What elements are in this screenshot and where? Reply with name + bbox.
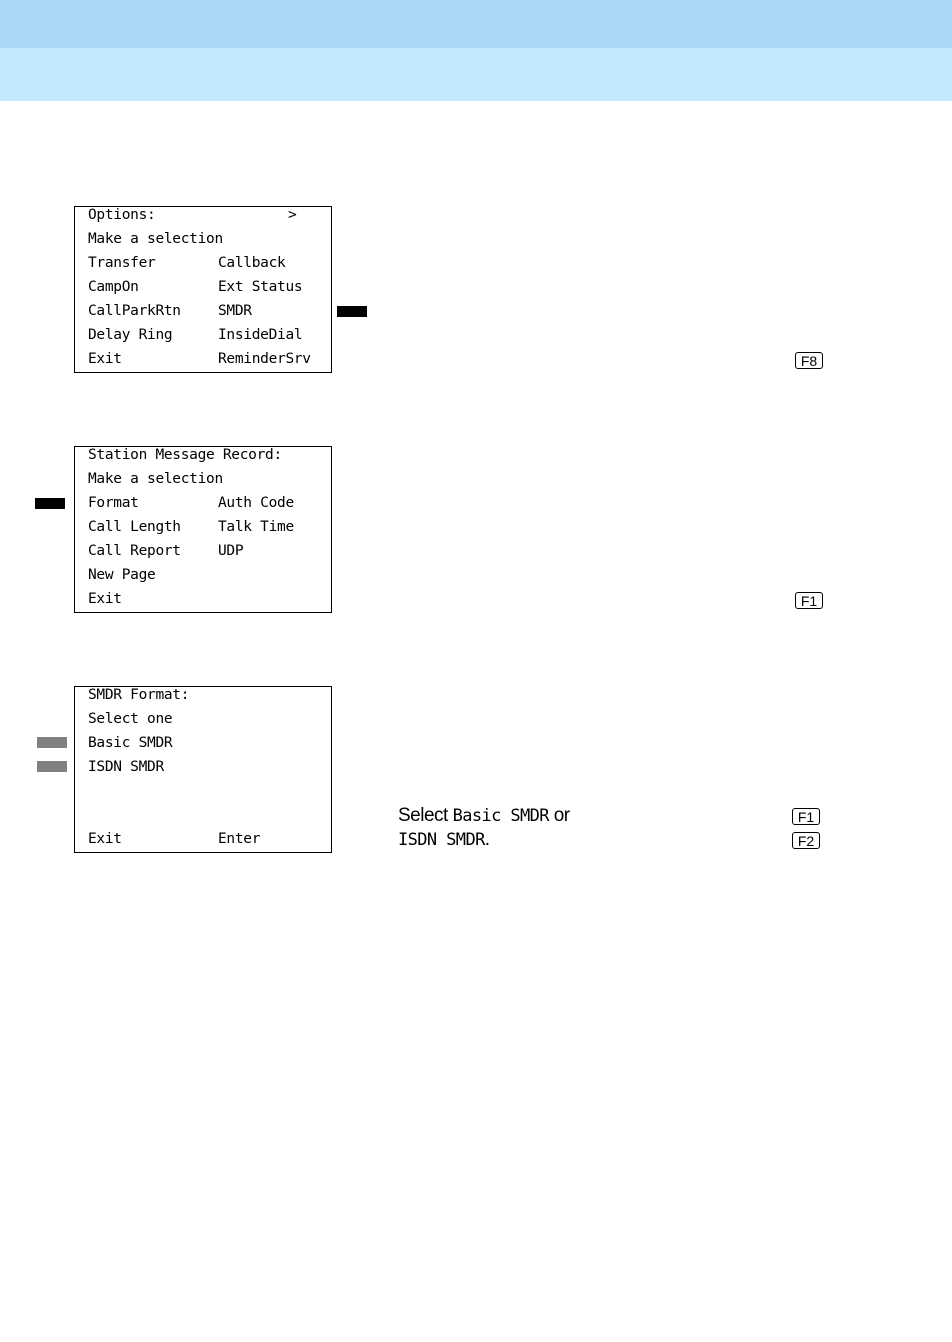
format-selection-marker[interactable] (35, 498, 65, 509)
menu-item-smdr[interactable]: SMDR (218, 303, 252, 319)
menu-item-talk-time[interactable]: Talk Time (218, 519, 294, 535)
header-band-top (0, 0, 952, 48)
menu-item-remindersrv[interactable]: ReminderSrv (218, 351, 311, 367)
screen-title: Options: (88, 207, 156, 223)
menu-item-format[interactable]: Format (88, 495, 139, 511)
instruction-text-period: . (484, 829, 490, 850)
function-key-f1[interactable]: F1 (795, 592, 823, 609)
menu-item-delay-ring[interactable]: Delay Ring (88, 327, 173, 343)
menu-item-callparkrtn[interactable]: CallParkRtn (88, 303, 181, 319)
instruction-option-basic-smdr: Basic SMDR (452, 806, 549, 826)
instruction-text-or: or (553, 805, 570, 826)
menu-item-transfer[interactable]: Transfer (88, 255, 156, 271)
menu-item-call-report[interactable]: Call Report (88, 543, 181, 559)
function-key-f8[interactable]: F8 (795, 352, 823, 369)
function-key-f2[interactable]: F2 (792, 832, 820, 849)
screen-title: Station Message Record: (88, 447, 282, 463)
display-screen-options (74, 206, 332, 373)
function-key-f1[interactable]: F1 (792, 808, 820, 825)
menu-item-isdn-smdr[interactable]: ISDN SMDR (88, 759, 164, 775)
menu-item-udp[interactable]: UDP (218, 543, 244, 559)
instruction-line-1 (398, 804, 570, 828)
basic-smdr-selection-marker[interactable] (37, 737, 67, 748)
isdn-smdr-selection-marker[interactable] (37, 761, 67, 772)
menu-item-exit[interactable]: Exit (88, 351, 122, 367)
instruction-text-select: Select (398, 805, 448, 826)
menu-item-new-page[interactable]: New Page (88, 567, 156, 583)
screen-prompt: Make a selection (88, 231, 223, 247)
menu-item-enter[interactable]: Enter (218, 831, 261, 847)
header-band-bottom (0, 48, 952, 101)
menu-item-exit[interactable]: Exit (88, 591, 122, 607)
menu-item-basic-smdr[interactable]: Basic SMDR (88, 735, 173, 751)
menu-item-campon[interactable]: CampOn (88, 279, 139, 295)
menu-item-exit[interactable]: Exit (88, 831, 122, 847)
instruction-line-2 (398, 828, 490, 852)
more-indicator: > (288, 207, 297, 223)
menu-item-call-length[interactable]: Call Length (88, 519, 181, 535)
screen-title: SMDR Format: (88, 687, 190, 703)
menu-item-ext-status[interactable]: Ext Status (218, 279, 303, 295)
instruction-option-isdn-smdr: ISDN SMDR (398, 830, 485, 850)
menu-item-insidedial[interactable]: InsideDial (218, 327, 303, 343)
screen-prompt: Make a selection (88, 471, 223, 487)
menu-item-callback[interactable]: Callback (218, 255, 286, 271)
display-screen-smdr-format (74, 686, 332, 853)
smdr-selection-marker[interactable] (337, 306, 367, 317)
display-screen-station-message-record (74, 446, 332, 613)
menu-item-auth-code[interactable]: Auth Code (218, 495, 294, 511)
screen-prompt: Select one (88, 711, 173, 727)
